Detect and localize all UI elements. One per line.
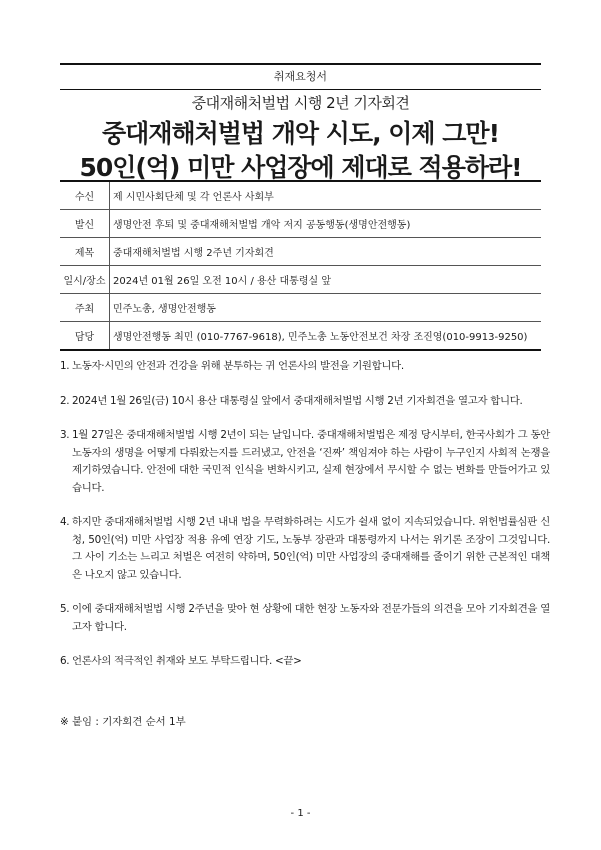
info-row bbox=[60, 181, 541, 210]
item-number: 1. bbox=[60, 360, 70, 372]
list-item bbox=[60, 514, 550, 584]
main-title-line1: 중대재해처벌법 개악 시도, 이제 그만! bbox=[102, 119, 499, 148]
item-number: 5. bbox=[60, 603, 70, 615]
item-text: 노동자·시민의 안전과 건강을 위해 분투하는 귀 언론사의 발전을 기원합니다. bbox=[72, 360, 404, 372]
info-label: 제목 bbox=[60, 238, 110, 266]
info-row bbox=[60, 210, 541, 238]
info-row bbox=[60, 294, 541, 322]
list-item bbox=[60, 601, 550, 636]
main-title-line2: 50인(억) 미만 사업장에 제대로 적용하라! bbox=[79, 153, 522, 182]
item-number: 2. bbox=[60, 394, 70, 407]
item-text: 언론사의 적극적인 취재와 보도 부탁드립니다. <끝> bbox=[72, 655, 302, 667]
attachment-note: ※ 붙임 : 기자회견 순서 1부 bbox=[60, 716, 186, 728]
item-text: 2024년 1월 26일(금) 10시 용산 대통령실 앞에서 중대재해처벌법 시행 2년 기자회견을 열고자 합니다. bbox=[72, 394, 523, 407]
info-row bbox=[60, 238, 541, 266]
item-text: 하지만 중대재해처벌법 시행 2년 내내 법을 무력화하려는 시도가 쉴새 없이 지속되었습니다. 위헌법률심판 신청, 50인(억) 미만 사업장 적용 유예 연장 기도, 노동부 장관과 대통령까지 나서는 위기론 조장이 그것입니다. 그 사이 기소는 느리고 처벌은 여전히 약하며, 50인(억) 미만 사업장의 중대재해를 줄이기 위한 근본적인 대책은 나오지 않고 있습니다. bbox=[72, 516, 550, 581]
info-value: 민주노총, 생명안전행동 bbox=[110, 294, 542, 322]
info-label: 담당 bbox=[60, 322, 110, 351]
list-item bbox=[60, 358, 550, 376]
list-item bbox=[60, 393, 550, 411]
list-item bbox=[60, 653, 550, 671]
info-value: 생명안전행동 최민 (010-7767-9618), 민주노총 노동안전보건 차장 조진영(010-9913-9250) bbox=[110, 322, 542, 351]
list-item bbox=[60, 427, 550, 497]
item-text: 이에 중대재해처벌법 시행 2주년을 맞아 현 상황에 대한 현장 노동자와 전문가들의 의견을 모아 기자회견을 열고자 합니다. bbox=[72, 603, 550, 633]
event-subtitle: 중대재해처벌법 시행 2년 기자회견 bbox=[191, 94, 410, 112]
request-title: 취재요청서 bbox=[60, 63, 541, 90]
info-row bbox=[60, 322, 541, 351]
info-label: 발신 bbox=[60, 210, 110, 238]
info-value: 생명안전 후퇴 및 중대재해처벌법 개악 저지 공동행동(생명안전행동) bbox=[110, 210, 542, 238]
info-label: 일시/장소 bbox=[60, 266, 110, 294]
page-number: - 1 - bbox=[290, 808, 311, 819]
info-row bbox=[60, 266, 541, 294]
info-label: 주최 bbox=[60, 294, 110, 322]
info-table bbox=[60, 180, 541, 351]
info-value: 2024년 01월 26일 오전 10시 / 용산 대통령실 앞 bbox=[110, 266, 542, 294]
item-text: 1월 27일은 중대재해처벌법 시행 2년이 되는 날입니다. 중대재해처벌법은 제정 당시부터, 한국사회가 그 동안 노동자의 생명을 어떻게 다뤄왔는지를 드러냈고, 안전을 ‘진짜’ 책임져야 하는 사람이 누구인지 사회적 논쟁을 제기하였습니다. 안전에 대한 국민적 인식을 변화시키고, 실제 현장에서 무시할 수 없는 변화를 만들어가고 있습니다. bbox=[72, 429, 550, 494]
info-value: 제 시민사회단체 및 각 언론사 사회부 bbox=[110, 181, 542, 210]
info-label: 수신 bbox=[60, 181, 110, 210]
info-value: 중대재해처벌법 시행 2주년 기자회견 bbox=[110, 238, 542, 266]
body-items bbox=[60, 358, 550, 688]
item-number: 6. bbox=[60, 655, 70, 667]
item-number: 4. bbox=[60, 516, 70, 528]
item-number: 3. bbox=[60, 429, 70, 441]
